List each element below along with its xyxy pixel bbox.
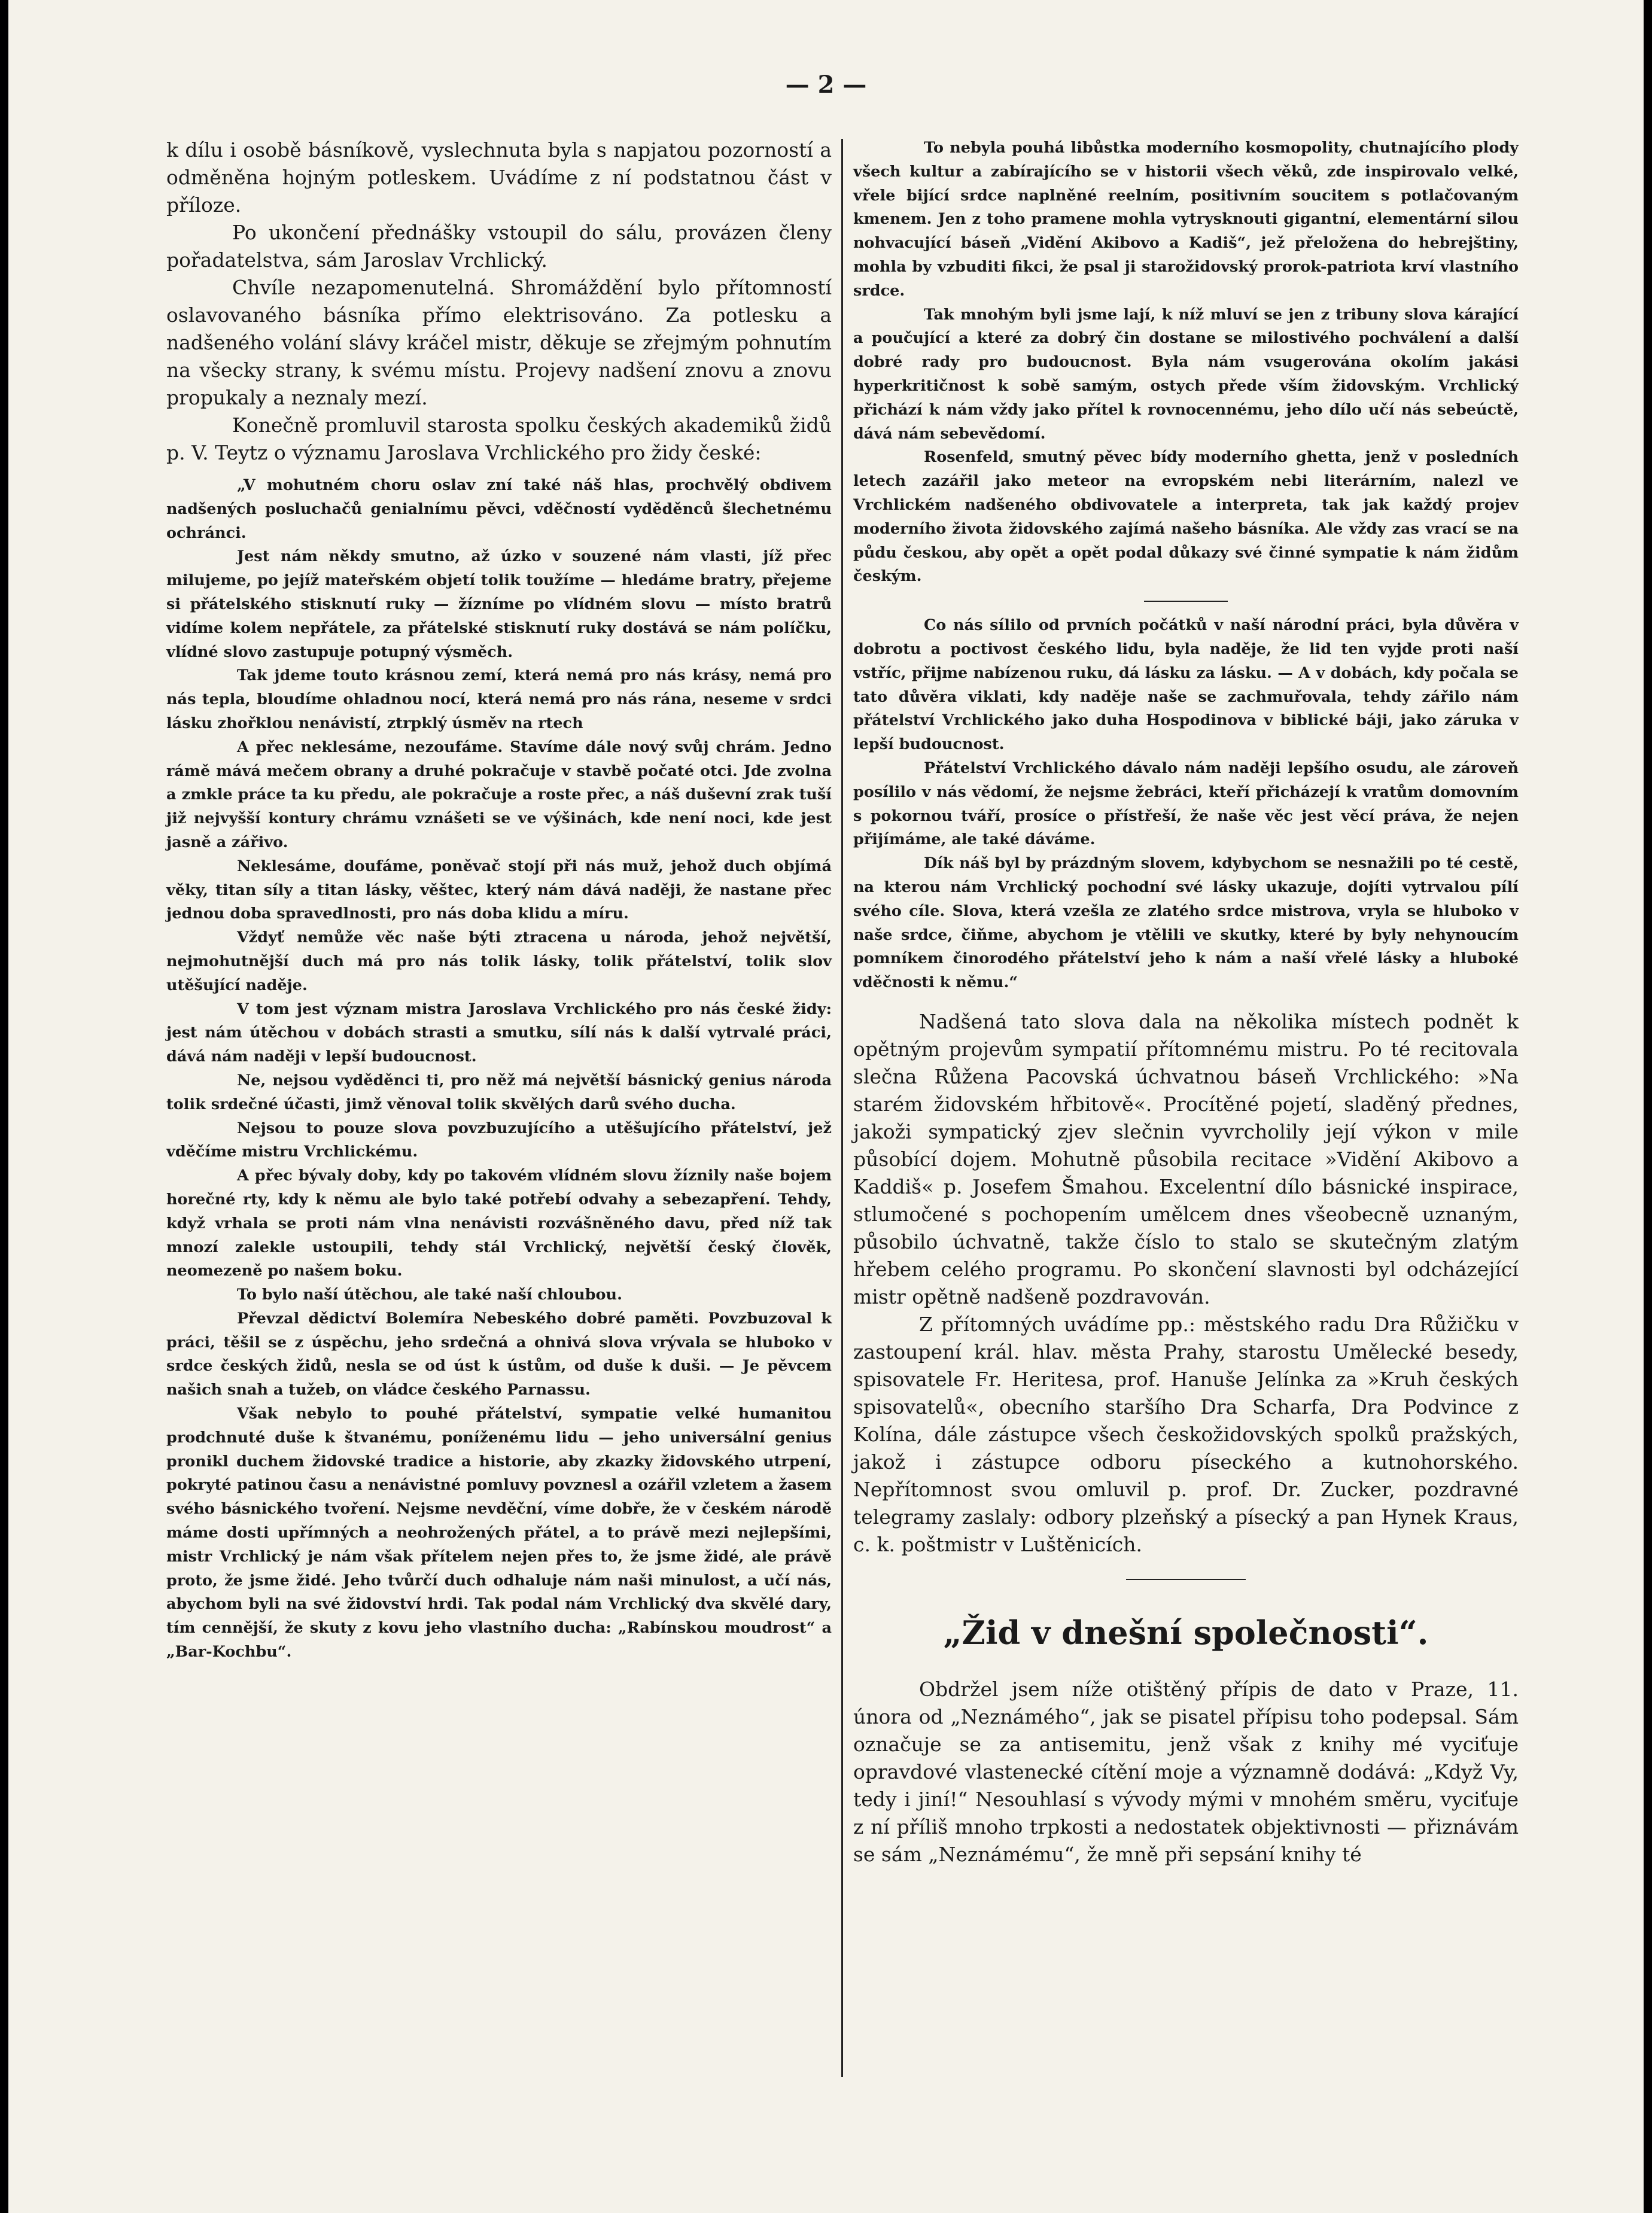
- speech-paragraph: A přec neklesáme, nezoufáme. Stavíme dále nový svůj chrám. Jedno rámě mává mečem obrany a druhé pokračuje v stavbě počaté otci. Jde zvolna a zmkle práce ta ku předu, ale pokračuje a roste přec, a náš duševní zrak tuší již nejvyšší kontury chrámu vznášeti se ve výšinách, kde není noci, kde jest jasně a zářivo.: [166, 738, 832, 851]
- left-column: [166, 136, 832, 1664]
- report-paragraph: Z přítomných uvádíme pp.: městského radu Dra Růžičku v zastoupení král. hlav. města Prahy, starostu Umělecké besedy, spisovatele Fr. Heritesa, prof. Hanuše Jelínka za »Kruh českých spisovatelů«, obecního staršího Dra Scharfa, Dra Podvince z Kolína, dále zástupce všech českožidovských spolků pražských, jakož i zástupce odboru píseckého a kutnohorského. Nepřítomnost svou omluvil p. prof. Dr. Zucker, pozdravné telegramy zaslaly: odbory plzeňský a písecký a pan Hynek Kraus, c. k. poštmistr v Luštěnicích.: [853, 1312, 1519, 1556]
- speech-paragraph: Přátelství Vrchlického dávalo nám naději lepšího osudu, ale zároveň posílilo v nás vědomí, že nejsme žebráci, kteří přicházejí k vratům domovním s pokornou tváří, prosíce o přístřeší, že naše věc jest věcí práva, že nejen přijímáme, ale také dáváme.: [853, 759, 1519, 849]
- column-divider: [841, 139, 843, 2077]
- speech-paragraph: „V mohutném choru oslav zní také náš hlas, prochvělý obdivem nadšených posluchačů genialnímu pěvci, vděčností vyděděnců šlechetnému ochránci.: [166, 476, 832, 542]
- speech-section: [166, 474, 832, 1664]
- speech-paragraph: Neklesáme, doufáme, poněvač stojí při nás muž, jehož duch objímá věky, titan síly a titan lásky, věštec, který nám dává naději, že nastane přec jednou doba spravedlnosti, pro nás doba klidu a míru.: [166, 857, 832, 923]
- intro-paragraph: k dílu i osobě básníkově, vyslechnuta byla s napjatou pozorností a odměněna hojným potleskem. Uvádíme z ní podstatnou část v příloze.: [166, 138, 832, 217]
- intro-paragraph: Po ukončení přednášky vstoupil do sálu, provázen členy pořadatelstva, sám Jaroslav Vrchlický.: [166, 221, 832, 272]
- report-section: [853, 1008, 1519, 1558]
- intro-paragraph: Chvíle nezapomenutelná. Shromáždění bylo přítomností oslavovaného básníka přímo elektrisováno. Za potlesku a nadšeného volání slávy kráčel mistr, děkuje se zřejmým pohnutím na všecky strany, k svému místu. Projevy nadšení znovu a znovu propukaly a neznaly mezí.: [166, 276, 832, 409]
- speech-paragraph: Tak jdeme touto krásnou zemí, která nemá pro nás krásy, nemá pro nás tepla, bloudíme ohladnou nocí, která nemá pro nás rána, neseme v srdci lásku zhořklou nenávistí, ztrpklý úsměv na rtech: [166, 666, 832, 732]
- speech-paragraph: Ne, nejsou vyděděnci ti, pro něž má největší básnický genius národa tolik srdečné účasti, jimž věnoval tolik skvělých darů svého ducha.: [166, 1071, 832, 1113]
- section-divider: [1144, 601, 1228, 602]
- report-paragraph: Nadšená tato slova dala na několika místech podnět k opětným projevům sympatií přítomnému mistru. Po té recitovala slečna Růžena Pacovská úchvatnou báseň Vrchlického: »Na starém židovském hřbitově«. Procítěné pojetí, sladěný přednes, jakoži sympatický zjev slečnin vyvrcholily její výkon v mile působící dojem. Mohutně působila recitace »Vidění Akibovo a Kaddiš« p. Josefem Šmahou. Excelentní dílo básnické inspirace, stlumočené s pochopením umělcem dnes všeobecně uznaným, působilo úchvatně, takže číslo to stalo se skutečným zlatým hřebem celého programu. Po skončení slavnosti byl odcházející mistr opětně nadšeně pozdravován.: [853, 1009, 1519, 1308]
- speech-paragraph: Nejsou to pouze slova povzbuzujícího a utěšujícího přátelství, jež vděčíme mistru Vrchlickému.: [166, 1119, 832, 1161]
- speech-paragraph: Rosenfeld, smutný pěvec bídy moderního ghetta, jenž v posledních letech zazářil jako meteor na evropském nebi literárním, nalezl ve Vrchlickém nadšeného obdivovatele a interpreta, tak jak každý projev moderního života židovského zajímá našeho básníka. Ale vždy zas vrací se na půdu českou, aby opět a opět podal důkazy své činné sympatie k nám židům českým.: [853, 448, 1519, 586]
- section-divider: [1126, 1579, 1246, 1580]
- speech-paragraph: Co nás sílilo od prvních počátků v naší národní práci, byla důvěra v dobrotu a poctivost českého lidu, byla naděje, že lid ten vyjde proti naší vstříc, přijme nabízenou ruku, dá lásku za lásku. — A v dobách, kdy počala se tato důvěra viklati, kdy naděje naše se zachmuřovala, tehdy zářilo nám přátelství Vrchlického jako duha Hospodinova v biblické báji, jako záruka v lepší budoucnost.: [853, 616, 1519, 754]
- intro-paragraph: Konečně promluvil starosta spolku českých akademiků židů p. V. Teytz o významu Jaroslava Vrchlického pro židy české:: [166, 413, 832, 464]
- speech-continuation-2: [853, 614, 1519, 995]
- page-number: — 2 —: [785, 71, 867, 99]
- newspaper-page: [8, 0, 1644, 2213]
- speech-continuation: [853, 136, 1519, 589]
- article-section: [853, 1676, 1519, 1868]
- speech-paragraph: Tak mnohým byli jsme lají, k níž mluví se jen z tribuny slova kárající a poučující a které za dobrý čin dostane se milostivého pochválení a další dobré rady pro budoucnost. Byla nám vsugerována okolím jakási hyperkritičnost k sobě samým, ostych přede vším židovským. Vrchlický přichází k nám vždy jako přítel k rovnocennému, jeho dílo učí nás sebeúctě, dává nám sebevědomí.: [853, 305, 1519, 443]
- speech-paragraph: Převzal dědictví Bolemíra Nebeského dobré paměti. Povzbuzoval k práci, těšil se z úspěchu, jeho srdečná a ohnivá slova vrývala se hluboko v srdce českých židů, nesla se od úst k ústům, od duše k duši. — Je pěvcem našich snah a tužeb, on vládce českého Parnassu.: [166, 1309, 832, 1399]
- speech-paragraph: Jest nám někdy smutno, až úzko v souzené nám vlasti, jíž přec milujeme, po jejíž mateřském objetí tolik toužíme — hledáme bratry, přejeme si přátelského stisknutí ruky — žízníme po vlídném slovu — místo bratrů vidíme kolem nepřátele, za přátelské stisknutí ruky dostává se nám políčku, vlídné slovo zastupuje potupný výsměch.: [166, 547, 832, 661]
- speech-paragraph: A přec bývaly doby, kdy po takovém vlídném slovu žíznily naše bojem horečné rty, kdy k němu ale bylo také potřebí odvahy a sebezapření. Tehdy, když vrhala se proti nám vlna nenávisti rozvášněného davu, před níž tak mnozí zalekle ustoupili, tehdy stál Vrchlický, největší český člověk, neomezeně po našem boku.: [166, 1167, 832, 1280]
- speech-paragraph: Vždyť nemůže věc naše býti ztracena u národa, jehož největší, nejmohutnější duch má pro nás tolik lásky, tolik přátelství, tolik slov utěšující naděje.: [166, 929, 832, 994]
- speech-paragraph: Však nebylo to pouhé přátelství, sympatie velké humanitou prodchnuté duše k štvanému, poníženému lidu — jeho universální genius pronikl duchem židovské tradice a historie, aby zkazky židovského utrpení, pokryté patinou času a nenávistné pomluvy povznesl a ozářil vzletem a žasem svého básnického tvoření. Nejsme nevděční, víme dobře, že v českém národě máme dosti upřímných a neohrožených přátel, a to právě mezi nejlepšími, mistr Vrchlický je nám však přítelem nejen přes to, že jsme židé, ale právě proto, že jsme židé. Jeho tvůrčí duch odhaluje nám naši minulost, a učí nás, abychom byli na své židovství hrdi. Tak podal nám Vrchlický dva skvělé dary, tím cennější, že skuty z kovu jeho vlastního ducha: „Rabínskou moudrost“ a „Bar-Kochbu“.: [166, 1405, 832, 1661]
- article-paragraph: Obdržel jsem níže otištěný přípis de dato v Praze, 11. února od „Neznámého“, jak se pisatel přípisu toho podepsal. Sám označuje se za antisemitu, jenž však z knihy mé vyciťuje opravdové vlastenecké cítění moje a významně dodává: „Když Vy, tedy i jiní!“ Nesouhlasí s vývody mými v mnohém směru, vyciťuje z ní příliš mnoho trpkosti a nedostatek objektivnosti — přiznávám se sám „Neznámému“, že mně při sepsání knihy té: [853, 1677, 1519, 1866]
- speech-paragraph: To bylo naší útěchou, ale také naší chloubou.: [237, 1286, 622, 1304]
- intro-section: [166, 136, 832, 467]
- speech-paragraph: V tom jest význam mistra Jaroslava Vrchlického pro nás české židy: jest nám útěchou v dobách strasti a smutku, sílí nás k další vytrvalé práci, dává nám naději v lepší budoucnost.: [166, 1000, 832, 1066]
- article-heading: „Žid v dnešní společnosti“.: [943, 1613, 1429, 1652]
- speech-paragraph: To nebyla pouhá libůstka moderního kosmopolity, chutnajícího plody všech kultur a zabírajícího se v historii všech věků, zde inspirovalo velké, vřele bijící srdce naplněné reelním, positivním soucitem s potlačovaným kmenem. Jen z toho pramene mohla vytrysknouti gigantní, elementární silou nohvacující báseň „Vidění Akibovo a Kadiš“, jež přeložena do hebrejštiny, mohla by vzbuditi fikci, že psal ji starožidovský prorok-patriota krví vlastního srdce.: [853, 139, 1519, 300]
- speech-paragraph: Dík náš byl by prázdným slovem, kdybychom se nesnažili po té cestě, na kterou nám Vrchlický pochodní své lásky ukazuje, dojíti vytrvalou pílí svého cíle. Slova, která vzešla ze zlatého srdce mistrova, vryla se hluboko v naše srdce, čiňme, abychom je vtělili ve skutky, které by byly nehynoucím pomníkem činorodého přátelství jeho k nám a naší vřelé lásky a hluboké vděčnosti k němu.“: [853, 854, 1519, 992]
- right-column: [853, 136, 1519, 1868]
